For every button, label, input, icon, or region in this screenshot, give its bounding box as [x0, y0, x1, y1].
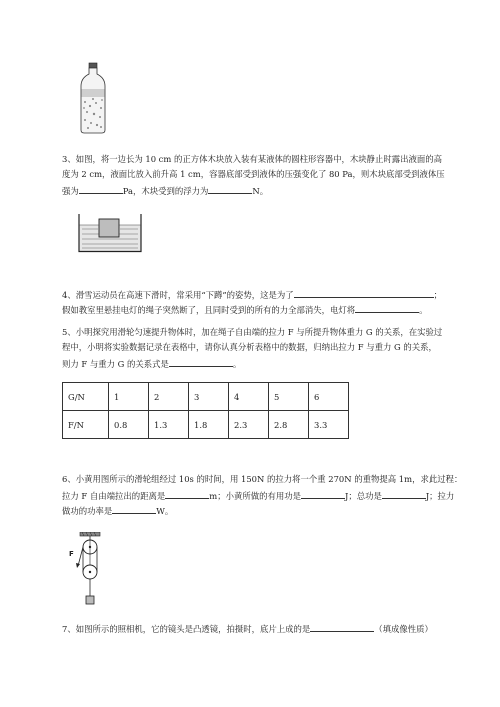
q4-end-2: 。	[419, 305, 428, 315]
table-cell: 0.8	[109, 411, 149, 439]
q6-line-2	[62, 489, 454, 502]
q4-text-a: 4、滑雪运动员在高速下滑时，常采用“下蹲”的姿势，这是为了	[62, 290, 294, 300]
q6-power-blank[interactable]	[112, 504, 156, 514]
table-cell: 1.8	[189, 411, 229, 439]
q5-end: 。	[232, 359, 242, 369]
q3-text-a: 强为	[62, 186, 79, 196]
q5-text-a: 则力 F 与重力 G 的关系式是	[62, 359, 169, 369]
q4-text-b: 假如教室里悬挂电灯的绳子突然断了，且同时受到的所有的力全部消失，电灯将	[62, 305, 356, 315]
q4-end-1: ；	[433, 290, 443, 300]
table-cell: 6	[309, 383, 349, 411]
q5-line-1: 5、小明探究用滑轮匀速提升物体时，加在绳子自由端的拉力 F 与所提升物体重力 G 的关系，在实验过	[62, 327, 443, 337]
bottle-figure	[75, 62, 111, 134]
table-cell: 2	[149, 383, 189, 411]
table-row-g	[63, 383, 349, 411]
q6-distance-blank[interactable]	[165, 489, 209, 499]
q6-text-a: 拉力 F 自由端拉出的距离是	[62, 491, 166, 501]
q6-text-d: J；拉力	[425, 491, 455, 501]
q4-blank-2[interactable]	[355, 303, 419, 313]
q6-text-e: 做功的功率是	[62, 506, 113, 516]
q3-buoyancy-blank[interactable]	[208, 184, 252, 194]
q6-line-3	[62, 504, 173, 517]
table-cell: 2.3	[229, 411, 269, 439]
q6-text-b: m；小黄所做的有用功是	[209, 491, 301, 501]
q3-text-b: Pa，木块受到的浮力为	[122, 186, 209, 196]
table-cell: 3.3	[309, 411, 349, 439]
container-figure	[78, 213, 142, 253]
pulley-figure	[68, 532, 110, 608]
q4-blank-1[interactable]	[294, 288, 434, 298]
table-cell: G/N	[63, 383, 109, 411]
q6-total-work-blank[interactable]	[382, 489, 426, 499]
table-cell: 1.3	[149, 411, 189, 439]
table-cell: 2.8	[269, 411, 309, 439]
pulley-force-label: F	[69, 550, 74, 558]
table-cell: 4	[229, 383, 269, 411]
q5-formula-blank[interactable]	[169, 357, 233, 367]
q6-useful-work-blank[interactable]	[301, 489, 345, 499]
q7-text-a: 7、如图所示的照相机，它的镜头是凸透镜，拍摄时，底片上成的是	[62, 624, 311, 634]
q3-line-1: 3、如图，将一边长为 10 cm 的正方体木块放入装有某液体的圆柱形容器中，木块静止时露出液面的高	[62, 154, 442, 164]
q6-text-c: J；总功是	[344, 491, 382, 501]
table-cell: 5	[269, 383, 309, 411]
q5-line-2: 程中，小明将实验数据记录在表格中，请你认真分析表格中的数据，归纳出拉力 F 与重力 G 的关系，	[62, 342, 437, 352]
q5-data-table	[62, 382, 349, 439]
q7-text-b: （填成像性质）	[374, 624, 433, 634]
q4-line-2	[62, 303, 428, 316]
q7-image-property-blank[interactable]	[310, 622, 374, 632]
table-cell: 3	[189, 383, 229, 411]
q3-text-c: N。	[252, 186, 269, 196]
q5-line-3	[62, 357, 241, 370]
q3-pressure-blank[interactable]	[79, 184, 123, 194]
q7-line	[62, 622, 433, 635]
table-cell: 1	[109, 383, 149, 411]
q3-line-2: 度为 2 cm，液面比放入前升高 1 cm，容器底部受到液体的压强变化了 80 Pa，则木块底部受到液体压	[62, 169, 445, 179]
q3-line-3	[62, 184, 268, 197]
table-cell: F/N	[63, 411, 109, 439]
table-row-f	[63, 411, 349, 439]
q6-line-1: 6、小黄用图所示的滑轮组经过 10s 的时间，用 150N 的拉力将一个重 270N 的重物提高 1m，求此过程：	[62, 474, 463, 484]
q4-line-1	[62, 288, 442, 301]
q6-text-f: W。	[156, 506, 174, 516]
